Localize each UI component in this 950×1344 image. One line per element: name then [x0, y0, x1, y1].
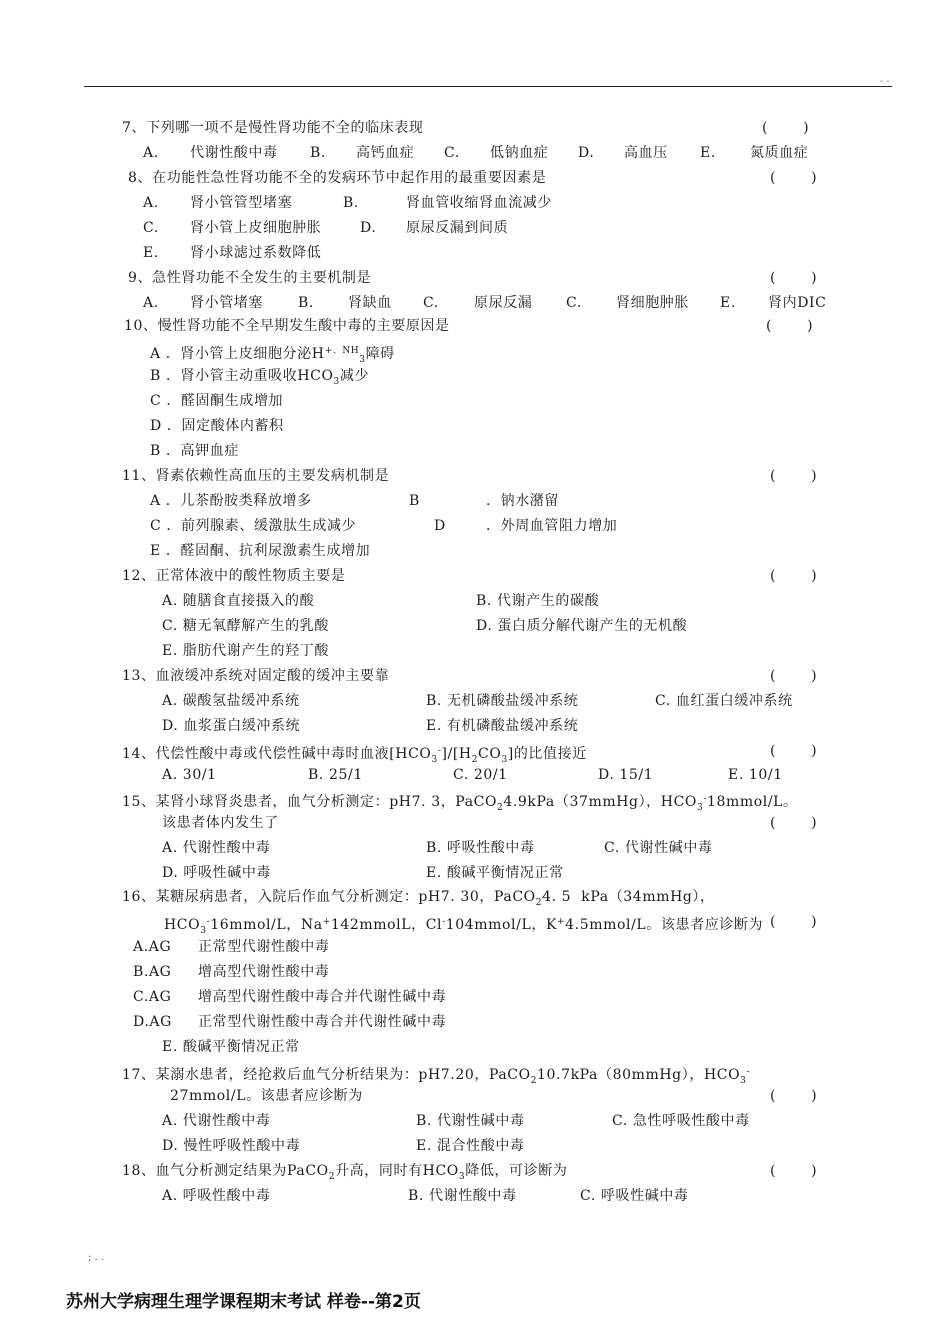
option-text: 肾小管堵塞 [190, 295, 263, 311]
option-10-e: B ．高钾血症 [150, 443, 239, 459]
option-13-a: A. 碳酸氢盐缓冲系统 [162, 693, 300, 709]
option-text: 低钠血症 [490, 145, 549, 161]
question-stem-18: 18、血气分析测定结果为PaCO$_2$升高，同时有$HCO_3$降低，可诊断为 [122, 1163, 568, 1182]
option-10-b: B ．肾小管主动重吸收$HCO_3$减少 [150, 368, 370, 387]
question-stem-17-cont: 27mmol/L。该患者应诊断为 [170, 1088, 363, 1104]
answer-blank-17: ( ) [770, 1088, 817, 1104]
option-label: B.AG [133, 964, 172, 980]
option-text: 肾小球滤过系数降低 [190, 245, 322, 261]
option-text: 原尿反漏 [474, 295, 533, 311]
answer-blank-13: ( ) [770, 668, 817, 684]
option-12-a: A. 随膳食直接摄入的酸 [162, 593, 315, 609]
option-text: 增高型代谢性酸中毒 [198, 964, 330, 980]
answer-blank-8: ( ) [770, 170, 817, 186]
option-label: D. [360, 220, 377, 236]
option-11-e: E ．醛固酮、抗利尿激素生成增加 [150, 543, 371, 559]
answer-blank-18: ( ) [770, 1163, 817, 1179]
option-text: 正常型代谢性酸中毒合并代谢性碱中毒 [198, 1014, 447, 1030]
option-15-a: A. 代谢性酸中毒 [162, 840, 271, 856]
option-text: 肾内DIC [768, 295, 827, 311]
option-14-a: A. 30/1 [162, 767, 217, 783]
option-12-e: E. 脂肪代谢产生的羟丁酸 [162, 643, 329, 659]
option-15-c: C. 代谢性碱中毒 [604, 840, 713, 856]
option-13-e: E. 有机磷酸盐缓冲系统 [426, 718, 579, 734]
question-stem-16-cont: $HCO_3^-16mmol/L$，Na+142mmolL，Cl-104mmol/L，K+4.5mmol/L。该患者应诊断为 [164, 917, 764, 936]
option-14-b: B. 25/1 [308, 767, 363, 783]
question-stem-7: 7、下列哪一项不是慢性肾功能不全的临床表现 [122, 120, 424, 136]
corner-mark: . . [880, 74, 890, 85]
option-label: C.AG [133, 989, 172, 1005]
option-11-c: C ．前列腺素、缓激肽生成减少 [150, 518, 357, 534]
question-stem-12: 12、正常体液中的酸性物质主要是 [122, 568, 346, 584]
option-label: C. [566, 295, 582, 311]
answer-blank-11: ( ) [770, 468, 817, 484]
option-15-b: B. 呼吸性酸中毒 [426, 840, 535, 856]
option-label: A.AG [133, 939, 172, 955]
answer-blank-16: ( ) [770, 914, 817, 930]
option-label: C. [423, 295, 439, 311]
option-text: 增高型代谢性酸中毒合并代谢性碱中毒 [198, 989, 447, 1005]
option-label: B. [343, 195, 359, 211]
option-17-b: B. 代谢性碱中毒 [416, 1113, 525, 1129]
option-17-e: E. 混合性酸中毒 [416, 1138, 525, 1154]
option-10-a: A ．肾小管上皮细胞分泌$H^{+、NH}_3$障碍 [150, 346, 395, 365]
option-14-d: D. 15/1 [598, 767, 654, 783]
option-text: 肾缺血 [348, 295, 392, 311]
option-14-e: E. 10/1 [728, 767, 783, 783]
option-12-c: C. 糖无氧酵解产生的乳酸 [162, 618, 329, 634]
option-text: 肾细胞肿胀 [616, 295, 689, 311]
option-15-e: E. 酸碱平衡情况正常 [426, 865, 564, 881]
option-label: C. [143, 220, 159, 236]
option-text: 代谢性酸中毒 [190, 145, 278, 161]
option-18-a: A. 呼吸性酸中毒 [162, 1188, 271, 1204]
option-11-a: A ．儿茶酚胺类释放增多 [150, 493, 312, 509]
option-text: 肾小管管型堵塞 [190, 195, 293, 211]
question-stem-15: 15、某肾小球肾炎患者，血气分析测定：pH7. 3，PaCO$_2$4.9kPa（37mmHg），$HCO_3^-18mmol/L$。 [122, 794, 798, 813]
option-text: 氮质血症 [750, 145, 809, 161]
option-text: 肾血管收缩肾血流减少 [406, 195, 552, 211]
option-17-d: D. 慢性呼吸性酸中毒 [162, 1138, 301, 1154]
option-label: B. [298, 295, 314, 311]
option-label: D.AG [133, 1014, 172, 1030]
option-label: E. [700, 145, 716, 161]
answer-blank-7: ( ) [762, 120, 809, 136]
option-text: 肾小管上皮细胞肿胀 [190, 220, 322, 236]
option-label: A. [143, 195, 159, 211]
option-text: 高血压 [624, 145, 668, 161]
option-13-b: B. 无机磷酸盐缓冲系统 [426, 693, 579, 709]
question-stem-16: 16、某糖尿病患者，入院后作血气分析测定：pH7. 30，PaCO$_2$4. 5 kPa（34mmHg）， [122, 889, 715, 908]
option-text: ．钠水潴留 [486, 493, 559, 509]
corner-mark: ; . . [88, 1252, 105, 1263]
option-text: ．外周血管阻力增加 [486, 518, 618, 534]
option-12-d: D. 蛋白质分解代谢产生的无机酸 [476, 618, 688, 634]
option-13-d: D. 血浆蛋白缓冲系统 [162, 718, 301, 734]
answer-blank-15: ( ) [770, 815, 817, 831]
header-rule [84, 86, 892, 87]
question-stem-17: 17、某溺水患者，经抢救后血气分析结果为：pH7.20，PaCO$_2$10.7kPa（80mmHg），$HCO_3^-$ [122, 1067, 751, 1086]
option-label: E. [143, 245, 159, 261]
option-18-c: C. 呼吸性碱中毒 [580, 1188, 689, 1204]
question-stem-13: 13、血液缓冲系统对固定酸的缓冲主要靠 [122, 668, 390, 684]
option-13-c: C. 血红蛋白缓冲系统 [655, 693, 793, 709]
question-stem-8: 8、在功能性急性肾功能不全的发病环节中起作用的最重要因素是 [128, 170, 547, 186]
option-16-e: E. 酸碱平衡情况正常 [162, 1039, 300, 1055]
option-label: C. [444, 145, 460, 161]
option-label: D. [578, 145, 595, 161]
option-label: B. [310, 145, 326, 161]
question-stem-14: 14、代偿性酸中毒或代偿性碱中毒时血液$[HCO_3^-]/[H_2CO_3]$的比值接近 [122, 746, 587, 765]
option-text: 原尿反漏到间质 [406, 220, 509, 236]
option-17-a: A. 代谢性酸中毒 [162, 1113, 271, 1129]
option-10-d: D ．固定酸体内蓄积 [150, 418, 284, 434]
question-stem-15-cont: 该患者体内发生了 [162, 815, 279, 831]
option-14-c: C. 20/1 [453, 767, 508, 783]
option-text: 正常型代谢性酸中毒 [198, 939, 330, 955]
option-18-b: B. 代谢性酸中毒 [408, 1188, 517, 1204]
option-label: A. [143, 145, 159, 161]
answer-blank-12: ( ) [770, 568, 817, 584]
option-12-b: B. 代谢产生的碳酸 [476, 593, 600, 609]
option-10-c: C ．醛固酮生成增加 [150, 393, 284, 409]
option-text: 高钙血症 [356, 145, 415, 161]
answer-blank-9: ( ) [770, 270, 817, 286]
question-stem-9: 9、急性肾功能不全发生的主要机制是 [128, 270, 372, 286]
option-label: B [409, 493, 420, 509]
question-stem-10: 10、慢性肾功能不全早期发生酸中毒的主要原因是 [124, 318, 450, 334]
option-15-d: D. 呼吸性碱中毒 [162, 865, 272, 881]
page-footer: 苏州大学病理生理学课程期末考试 样卷--第2页 [66, 1292, 421, 1312]
answer-blank-10: ( ) [766, 318, 813, 334]
answer-blank-14: ( ) [770, 743, 817, 759]
question-stem-11: 11、肾素依赖性高血压的主要发病机制是 [122, 468, 390, 484]
option-label: E. [720, 295, 736, 311]
option-17-c: C. 急性呼吸性酸中毒 [612, 1113, 750, 1129]
option-label: D [434, 518, 446, 534]
option-label: A. [143, 295, 159, 311]
